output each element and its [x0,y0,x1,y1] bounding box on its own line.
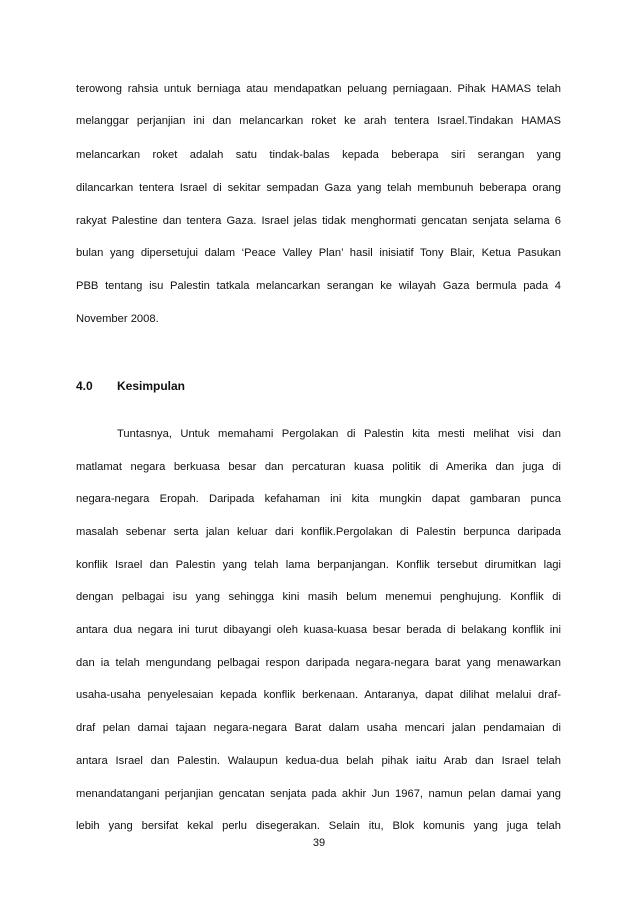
paragraph-line: bulan yang dipersetujui dalam ‘Peace Valley Plan’ hasil inisiatif Tony Blair, Ketua Pasukan [76,247,561,259]
paragraph-line: lebih yang bersifat kekal perlu disegerakan. Selain itu, Blok komunis yang juga telah [76,820,561,832]
paragraph-line: terowong rahsia untuk berniaga atau mendapatkan peluang perniagaan. Pihak HAMAS telah [76,83,561,95]
paragraph-line: November 2008. [76,313,159,325]
paragraph-line: matlamat negara berkuasa besar dan percaturan kuasa politik di Amerika dan juga di [76,461,561,473]
paragraph-line: dilancarkan tentera Israel di sekitar sempadan Gaza yang telah membunuh beberapa orang [76,182,561,194]
paragraph-line: konflik Israel dan Palestin yang telah lama berpanjangan. Konflik tersebut dirumitkan lagi [76,559,561,571]
paragraph-line: dan ia telah mengundang pelbagai respon daripada negara-negara barat yang menawarkan [76,657,561,669]
paragraph-line: antara Israel dan Palestin. Walaupun kedua-dua belah pihak iaitu Arab dan Israel telah [76,755,561,767]
paragraph-line: draf pelan damai tajaan negara-negara Barat dalam usaha mencari jalan pendamaian di [76,722,561,734]
paragraph-line: Tuntasnya, Untuk memahami Pergolakan di Palestin kita mesti melihat visi dan [117,428,561,440]
paragraph-line: menandatangani perjanjian gencatan senjata pada akhir Jun 1967, namun pelan damai yang [76,788,561,800]
paragraph-line: rakyat Palestine dan tentera Gaza. Israel jelas tidak menghormati gencatan senjata selama 6 [76,215,561,227]
paragraph-line: melanggar perjanjian ini dan melancarkan roket ke arah tentera Israel.Tindakan HAMAS [76,115,561,127]
paragraph-line: dengan pelbagai isu yang sehingga kini masih belum menemui penghujung. Konflik di [76,591,561,603]
paragraph-line: negara-negara Eropah. Daripada kefahaman ini kita mungkin dapat gambaran punca [76,493,561,505]
page-number: 39 [312,837,326,849]
paragraph-line: PBB tentang isu Palestin tatkala melancarkan serangan ke wilayah Gaza bermula pada 4 [76,280,561,292]
paragraph-line: antara dua negara ini turut dibayangi oleh kuasa-kuasa besar berada di belakang konflik ini [76,624,561,636]
section-title: Kesimpulan [117,379,186,393]
section-number: 4.0 [76,379,93,393]
paragraph-line: melancarkan roket adalah satu tindak-balas kepada beberapa siri serangan yang [76,149,561,161]
paragraph-line: usaha-usaha penyelesaian kepada konflik berkenaan. Antaranya, dapat dilihat melalui draf- [76,689,561,701]
paragraph-line: masalah sebenar serta jalan keluar dari konflik.Pergolakan di Palestin berpunca daripada [76,526,561,538]
